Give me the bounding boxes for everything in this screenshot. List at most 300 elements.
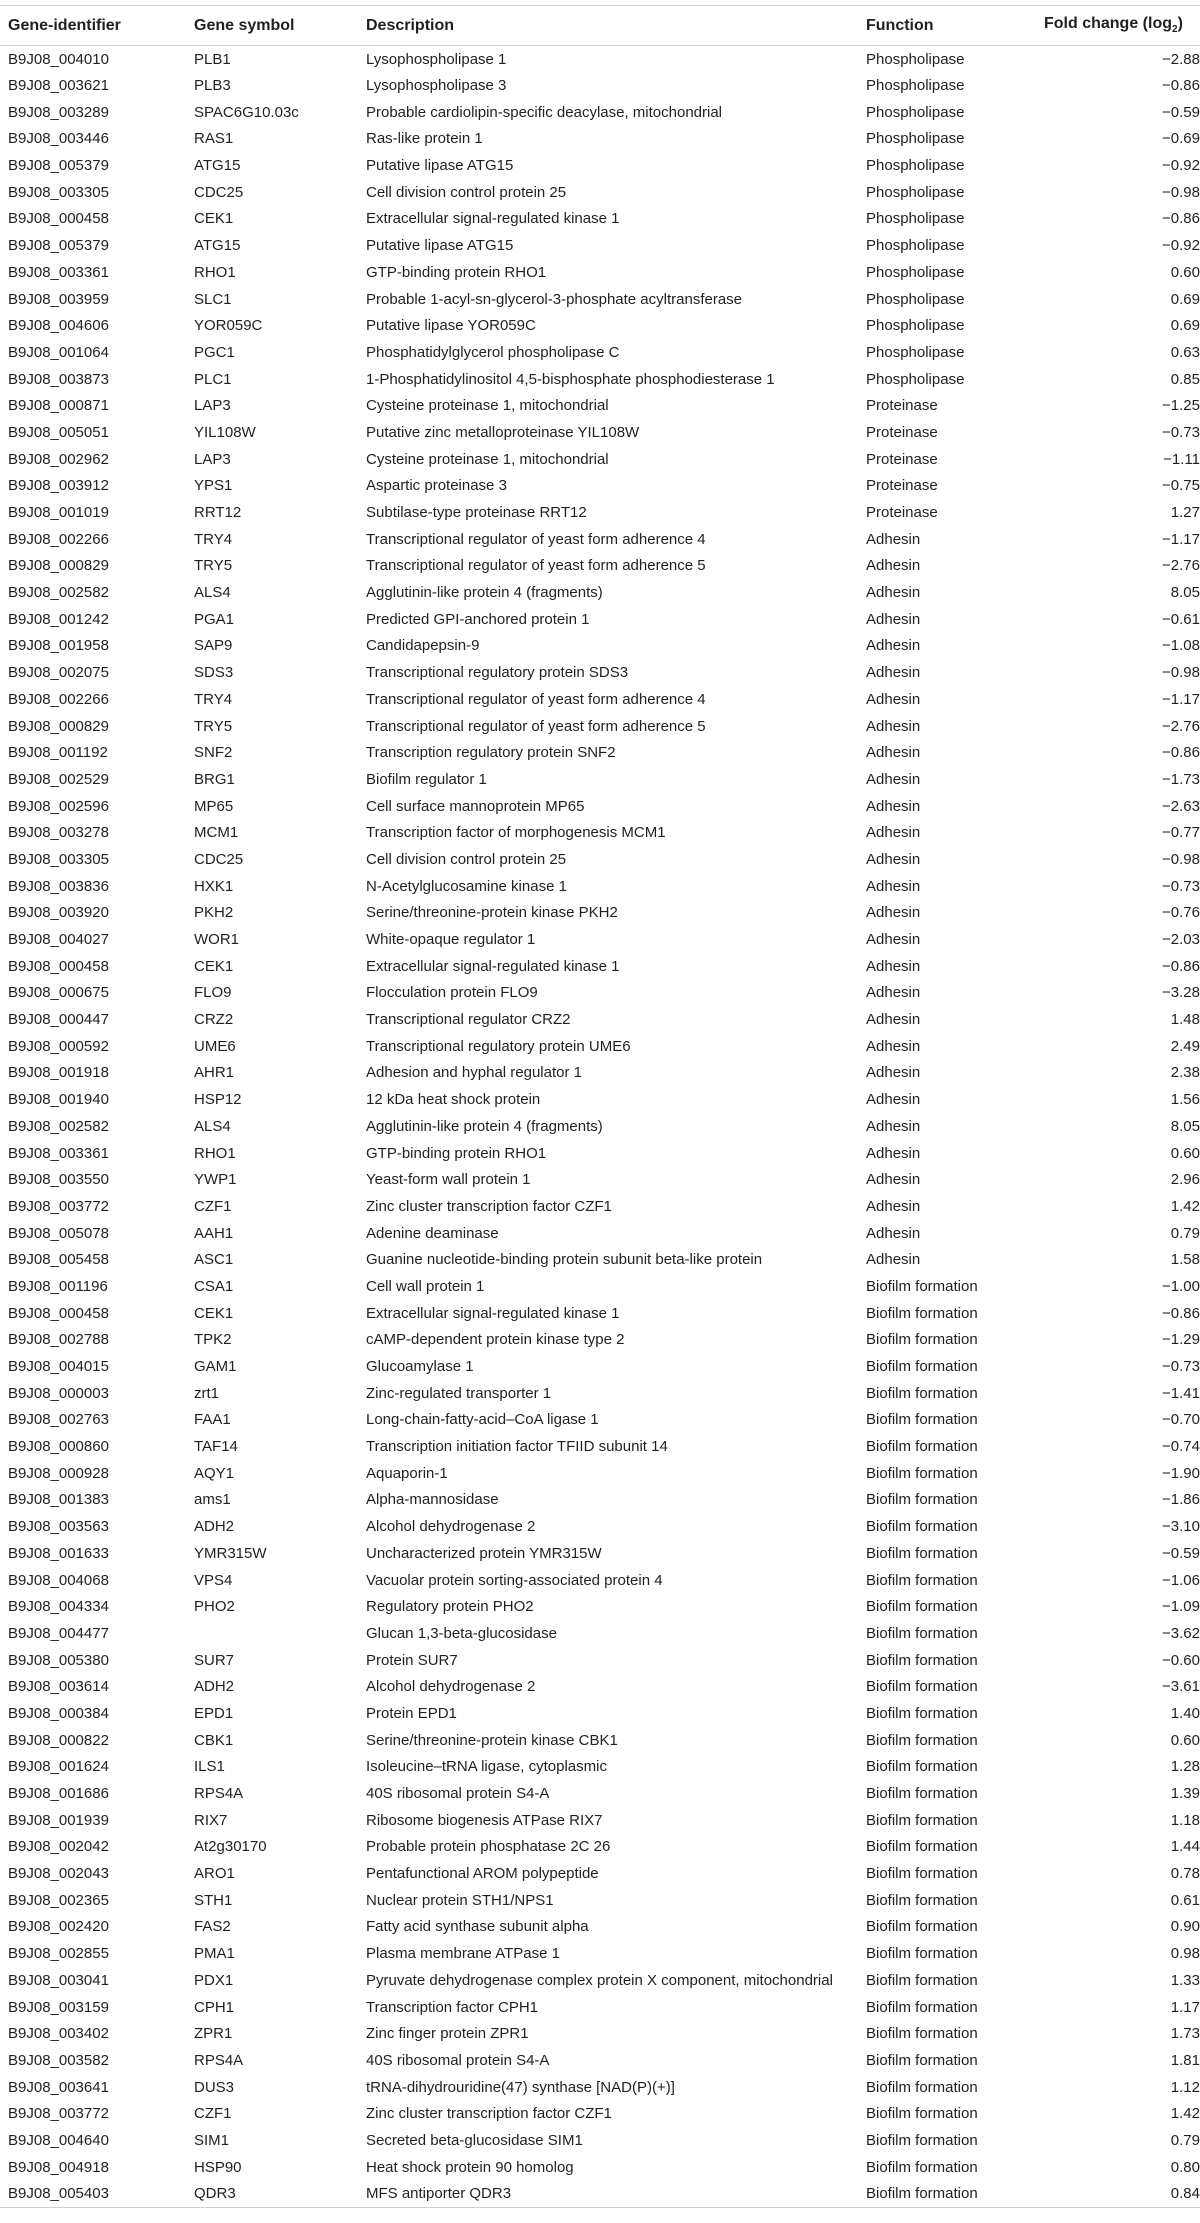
table-row [0,1407,1200,1434]
cell-gene-identifier: B9J08_001624 [8,1758,109,1776]
cell-function: Phospholipase [866,370,965,388]
table-row [0,1967,1200,1994]
cell-gene-symbol: FLO9 [194,984,232,1002]
cell-function: Biofilm formation [866,1277,978,1295]
cell-description: Extracellular signal-regulated kinase 1 [366,957,620,975]
cell-gene-identifier: B9J08_001940 [8,1091,109,1109]
cell-description: Pentafunctional AROM polypeptide [366,1865,599,1883]
cell-function: Biofilm formation [866,1411,978,1429]
table-row [0,1860,1200,1887]
cell-gene-symbol: zrt1 [194,1384,220,1402]
cell-fold-change: −1.17 [1162,530,1200,548]
cell-gene-symbol: RRT12 [194,504,242,522]
cell-function: Biofilm formation [866,1918,978,1936]
cell-fold-change: −0.61 [1162,610,1200,628]
cell-gene-symbol: CDC25 [194,850,244,868]
cell-gene-symbol: TAF14 [194,1438,238,1456]
cell-description: Yeast-form wall protein 1 [366,1171,531,1189]
cell-description: Glucan 1,3-beta-glucosidase [366,1624,557,1642]
cell-gene-symbol: CZF1 [194,2105,232,2123]
cell-fold-change: 1.39 [1170,1785,1200,1803]
cell-gene-symbol: RIX7 [194,1811,228,1829]
cell-function: Biofilm formation [866,2051,978,2069]
cell-description: Fatty acid synthase subunit alpha [366,1918,589,1936]
cell-gene-symbol: PLC1 [194,370,232,388]
header-function: Function [858,6,1036,46]
cell-fold-change: −0.86 [1162,1304,1200,1322]
cell-gene-identifier: B9J08_003446 [8,130,109,148]
table-row [0,1166,1200,1193]
cell-gene-symbol: SUR7 [194,1651,235,1669]
cell-function: Phospholipase [866,50,965,68]
cell-gene-symbol: MCM1 [194,824,239,842]
cell-function: Adhesin [866,877,921,895]
table-row [0,339,1200,366]
cell-description: Ras-like protein 1 [366,130,483,148]
cell-fold-change: 2.49 [1170,1037,1200,1055]
cell-gene-symbol: CSA1 [194,1277,234,1295]
table-header [0,6,1200,46]
cell-gene-identifier: B9J08_000928 [8,1464,109,1482]
cell-function: Adhesin [866,1064,921,1082]
gene-table [0,5,1200,2208]
table-row [0,1780,1200,1807]
cell-function: Phospholipase [866,157,965,175]
header-description: Description [358,6,858,46]
cell-description: 1-Phosphatidylinositol 4,5-bisphosphate phosphodiesterase 1 [366,370,775,388]
cell-description: 12 kDa heat shock protein [366,1091,541,1109]
cell-function: Proteinase [866,504,938,522]
cell-function: Adhesin [866,1091,921,1109]
cell-function: Biofilm formation [866,1571,978,1589]
cell-gene-symbol: RAS1 [194,130,234,148]
table-row [0,739,1200,766]
cell-function: Phospholipase [866,317,965,335]
cell-fold-change: −3.10 [1162,1518,1200,1536]
cell-description: Adenine deaminase [366,1224,499,1242]
cell-gene-identifier: B9J08_003772 [8,1197,109,1215]
cell-gene-identifier: B9J08_002075 [8,664,109,682]
cell-description: Long-chain-fatty-acid–CoA ligase 1 [366,1411,599,1429]
cell-gene-symbol: CBK1 [194,1731,234,1749]
cell-fold-change: 0.90 [1170,1918,1200,1936]
cell-fold-change: 0.78 [1170,1865,1200,1883]
cell-fold-change: 1.42 [1170,2105,1200,2123]
table-row [0,953,1200,980]
cell-gene-identifier: B9J08_001686 [8,1785,109,1803]
cell-fold-change: 0.69 [1170,317,1200,335]
cell-function: Adhesin [866,744,921,762]
cell-fold-change: 0.61 [1170,1891,1200,1909]
cell-gene-symbol: HSP12 [194,1091,242,1109]
cell-description: Phosphatidylglycerol phospholipase C [366,343,620,361]
cell-gene-symbol: ams1 [194,1491,231,1509]
cell-gene-identifier: B9J08_000458 [8,1304,109,1322]
cell-fold-change: −0.86 [1162,957,1200,975]
cell-function: Adhesin [866,1117,921,1135]
cell-description: 40S ribosomal protein S4-A [366,1785,550,1803]
table-row [0,1940,1200,1967]
cell-function: Adhesin [866,1144,921,1162]
table-row [0,1914,1200,1941]
cell-gene-identifier: B9J08_000829 [8,717,109,735]
cell-fold-change: −3.61 [1162,1678,1200,1696]
cell-description: Serine/threonine-protein kinase CBK1 [366,1731,618,1749]
cell-gene-identifier: B9J08_002582 [8,584,109,602]
cell-gene-symbol: CRZ2 [194,1011,234,1029]
cell-gene-symbol [186,1620,358,1647]
cell-description: Cell division control protein 25 [366,850,567,868]
table-row [0,366,1200,393]
cell-function: Biofilm formation [866,2078,978,2096]
table-row [0,1006,1200,1033]
cell-fold-change: 0.79 [1170,2131,1200,2149]
header-fold-change-label: Fold change (log [1044,15,1172,33]
cell-description: Putative lipase ATG15 [366,157,514,175]
cell-gene-identifier: B9J08_000592 [8,1037,109,1055]
cell-function: Biofilm formation [866,1331,978,1349]
cell-function: Biofilm formation [866,1678,978,1696]
cell-fold-change: −0.86 [1162,210,1200,228]
cell-gene-symbol: RPS4A [194,2051,244,2069]
table-row [0,1033,1200,1060]
cell-gene-identifier: B9J08_004918 [8,2158,109,2176]
table-row [0,1807,1200,1834]
cell-gene-symbol: ZPR1 [194,2025,233,2043]
cell-fold-change: 1.12 [1170,2078,1200,2096]
cell-description: Transcription regulatory protein SNF2 [366,744,616,762]
cell-gene-identifier: B9J08_004477 [8,1624,109,1642]
cell-gene-identifier: B9J08_003614 [8,1678,109,1696]
table-row [0,1086,1200,1113]
cell-gene-identifier: B9J08_002043 [8,1865,109,1883]
cell-description: Plasma membrane ATPase 1 [366,1945,560,1963]
table-row [0,312,1200,339]
cell-function: Proteinase [866,477,938,495]
cell-gene-identifier: B9J08_003836 [8,877,109,895]
table-row [0,1700,1200,1727]
cell-fold-change: 8.05 [1170,1117,1200,1135]
table-row [0,499,1200,526]
cell-function: Adhesin [866,610,921,628]
cell-gene-identifier: B9J08_001192 [8,744,108,762]
cell-function: Biofilm formation [866,1704,978,1722]
cell-function: Adhesin [866,904,921,922]
cell-fold-change: −0.69 [1162,130,1200,148]
cell-function: Biofilm formation [866,1865,978,1883]
cell-fold-change: 0.69 [1170,290,1200,308]
cell-fold-change: −0.75 [1162,477,1200,495]
header-fold-change-close: ) [1177,15,1183,33]
cell-description: Subtilase-type proteinase RRT12 [366,504,587,522]
cell-gene-symbol: PHO2 [194,1598,235,1616]
cell-description: Biofilm regulator 1 [366,770,487,788]
table-row [0,553,1200,580]
table-row [0,1994,1200,2021]
cell-gene-identifier: B9J08_004015 [8,1358,109,1376]
cell-gene-identifier: B9J08_000458 [8,210,109,228]
table-row [0,1727,1200,1754]
cell-gene-identifier: B9J08_003305 [8,850,109,868]
table-row [0,980,1200,1007]
table-row [0,2074,1200,2101]
cell-gene-symbol: SNF2 [194,744,233,762]
cell-description: Zinc cluster transcription factor CZF1 [366,1197,612,1215]
cell-description: Zinc-regulated transporter 1 [366,1384,552,1402]
cell-gene-identifier: B9J08_002763 [8,1411,109,1429]
cell-fold-change: −2.03 [1162,931,1200,949]
cell-gene-identifier: B9J08_003873 [8,370,109,388]
cell-fold-change: 2.96 [1170,1171,1200,1189]
cell-fold-change: −0.60 [1162,1651,1200,1669]
cell-fold-change: 1.56 [1170,1091,1200,1109]
cell-function: Biofilm formation [866,2105,978,2123]
cell-function: Phospholipase [866,237,965,255]
cell-description: Uncharacterized protein YMR315W [366,1544,602,1562]
header-fold-change [1036,6,1200,46]
cell-gene-symbol: GAM1 [194,1358,237,1376]
cell-description: Extracellular signal-regulated kinase 1 [366,1304,620,1322]
cell-function: Biofilm formation [866,1758,978,1776]
cell-gene-symbol: AAH1 [194,1224,234,1242]
cell-fold-change: 1.58 [1170,1251,1200,1269]
cell-fold-change: −2.76 [1162,717,1200,735]
cell-description: GTP-binding protein RHO1 [366,263,547,281]
cell-description: Zinc finger protein ZPR1 [366,2025,529,2043]
cell-gene-identifier: B9J08_003641 [8,2078,109,2096]
table-row [0,1433,1200,1460]
cell-description: Transcription initiation factor TFIID subunit 14 [366,1438,668,1456]
cell-gene-symbol: YWP1 [194,1171,237,1189]
cell-function: Adhesin [866,1251,921,1269]
cell-gene-identifier: B9J08_003361 [8,1144,109,1162]
cell-gene-symbol: PDX1 [194,1971,234,1989]
cell-fold-change: −0.86 [1162,744,1200,762]
cell-fold-change: −1.17 [1162,690,1200,708]
cell-fold-change: 0.84 [1036,2181,1200,2208]
cell-function: Adhesin [866,1011,921,1029]
cell-gene-symbol: BRG1 [194,770,235,788]
cell-gene-identifier: B9J08_000447 [8,1011,109,1029]
table-row [0,1754,1200,1781]
cell-gene-identifier: B9J08_003278 [8,824,109,842]
cell-gene-identifier: B9J08_003305 [8,183,109,201]
cell-gene-identifier: B9J08_001633 [8,1544,109,1562]
cell-function: Biofilm formation [866,1731,978,1749]
table-row [0,1647,1200,1674]
table-row [0,606,1200,633]
cell-fold-change: −0.92 [1162,237,1200,255]
cell-fold-change: 0.63 [1170,343,1200,361]
table-row [0,473,1200,500]
cell-gene-symbol: PGC1 [194,343,235,361]
cell-gene-identifier: B9J08_005078 [8,1224,109,1242]
cell-gene-identifier: B9J08_003621 [8,77,109,95]
cell-function: Biofilm formation [866,1304,978,1322]
cell-gene-identifier: B9J08_003041 [8,1971,109,1989]
cell-description: Cysteine proteinase 1, mitochondrial [366,450,609,468]
cell-gene-identifier: B9J08_002596 [8,797,109,815]
cell-description: Vacuolar protein sorting-associated protein 4 [366,1571,663,1589]
cell-function: Biofilm formation [866,1891,978,1909]
cell-gene-identifier: B9J08_005379 [8,237,109,255]
cell-gene-symbol: CDC25 [194,183,244,201]
cell-gene-symbol: CEK1 [194,957,234,975]
cell-gene-symbol: At2g30170 [194,1838,267,1856]
cell-description: Isoleucine–tRNA ligase, cytoplasmic [366,1758,607,1776]
table-row [0,526,1200,553]
header-fold-change-subscript: 2 [1172,24,1178,36]
cell-fold-change: −1.73 [1162,770,1200,788]
cell-fold-change: −0.59 [1162,1544,1200,1562]
table-row [0,2181,1200,2208]
table-row [0,926,1200,953]
cell-description: Transcriptional regulator of yeast form adherence 5 [366,557,706,575]
cell-function: Phospholipase [866,77,965,95]
table-row [0,126,1200,153]
cell-gene-symbol: SPAC6G10.03c [194,103,299,121]
cell-fold-change: −1.09 [1162,1598,1200,1616]
cell-description: White-opaque regulator 1 [366,931,536,949]
cell-gene-symbol: ATG15 [194,157,241,175]
cell-gene-symbol: ASC1 [194,1251,234,1269]
cell-description: Alcohol dehydrogenase 2 [366,1518,536,1536]
cell-function: Biofilm formation [866,2025,978,2043]
cell-gene-symbol: WOR1 [194,931,239,949]
cell-fold-change: 0.79 [1170,1224,1200,1242]
cell-description: 40S ribosomal protein S4-A [366,2051,550,2069]
table-row [0,1834,1200,1861]
cell-gene-symbol: TRY4 [194,690,233,708]
cell-description: Serine/threonine-protein kinase PKH2 [366,904,618,922]
cell-fold-change: −0.76 [1162,904,1200,922]
cell-gene-identifier: B9J08_002788 [8,1331,109,1349]
table-row [0,1060,1200,1087]
cell-fold-change: −0.59 [1162,103,1200,121]
cell-description: Transcription factor CPH1 [366,1998,539,2016]
cell-function: Biofilm formation [866,1811,978,1829]
cell-description: MFS antiporter QDR3 [358,2181,858,2208]
cell-fold-change: 0.80 [1170,2158,1200,2176]
cell-fold-change: 0.85 [1170,370,1200,388]
cell-description: Aquaporin-1 [366,1464,448,1482]
cell-gene-identifier: B9J08_003159 [8,1998,109,2016]
cell-fold-change: 1.81 [1170,2051,1200,2069]
cell-fold-change: −0.86 [1162,77,1200,95]
cell-description: Adhesion and hyphal regulator 1 [366,1064,582,1082]
cell-function: Adhesin [866,1171,921,1189]
cell-fold-change: −0.73 [1162,1358,1200,1376]
table-row [0,793,1200,820]
cell-fold-change: −0.98 [1162,850,1200,868]
cell-function: Adhesin [866,1197,921,1215]
cell-function: Biofilm formation [866,1838,978,1856]
table-row [0,2154,1200,2181]
cell-function: Adhesin [866,637,921,655]
cell-gene-symbol: SDS3 [194,664,234,682]
cell-gene-symbol: ARO1 [194,1865,235,1883]
table-row [0,1673,1200,1700]
table-row [0,1460,1200,1487]
table-row [0,2020,1200,2047]
cell-function: Adhesin [866,957,921,975]
cell-function: Adhesin [866,717,921,735]
cell-description: Probable protein phosphatase 2C 26 [366,1838,611,1856]
table-row [0,873,1200,900]
cell-fold-change: −0.77 [1162,824,1200,842]
cell-gene-symbol: LAP3 [194,450,231,468]
cell-function: Biofilm formation [866,2131,978,2149]
cell-gene-symbol: HXK1 [194,877,234,895]
table-row [0,72,1200,99]
cell-fold-change: −0.74 [1162,1438,1200,1456]
cell-gene-identifier: B9J08_001064 [8,343,109,361]
table-row [0,232,1200,259]
cell-description: Transcriptional regulator CRZ2 [366,1011,571,1029]
cell-description: Flocculation protein FLO9 [366,984,538,1002]
cell-gene-symbol: AQY1 [194,1464,235,1482]
table-row [0,1140,1200,1167]
table-row [0,713,1200,740]
cell-description: Cell wall protein 1 [366,1277,485,1295]
cell-gene-identifier: B9J08_004010 [8,50,109,68]
cell-fold-change: −1.08 [1162,637,1200,655]
cell-function: Adhesin [866,824,921,842]
cell-fold-change: 2.38 [1170,1064,1200,1082]
cell-gene-identifier: B9J08_003402 [8,2025,109,2043]
cell-function: Adhesin [866,931,921,949]
cell-function: Biofilm formation [866,1998,978,2016]
table-row [0,1513,1200,1540]
cell-function: Adhesin [866,1224,921,1242]
cell-fold-change: −0.70 [1162,1411,1200,1429]
cell-gene-symbol: PGA1 [194,610,235,628]
cell-fold-change: 1.48 [1170,1011,1200,1029]
cell-function: Phospholipase [866,183,965,201]
cell-description: Protein EPD1 [366,1704,457,1722]
cell-gene-identifier: B9J08_002365 [8,1891,109,1909]
table-row [0,579,1200,606]
cell-description: Heat shock protein 90 homolog [366,2158,574,2176]
cell-gene-identifier: B9J08_004068 [8,1571,109,1589]
cell-gene-identifier: B9J08_001939 [8,1811,109,1829]
cell-fold-change: 1.18 [1170,1811,1200,1829]
cell-description: Pyruvate dehydrogenase complex protein X component, mitochondrial [366,1971,833,1989]
cell-gene-symbol: PKH2 [194,904,234,922]
cell-fold-change: −0.98 [1162,664,1200,682]
cell-description: Cell surface mannoprotein MP65 [366,797,585,815]
cell-gene-identifier: B9J08_005403 [0,2181,186,2208]
cell-fold-change: −2.63 [1162,797,1200,815]
cell-gene-identifier: B9J08_005458 [8,1251,109,1269]
table-row [0,1353,1200,1380]
cell-description: Ribosome biogenesis ATPase RIX7 [366,1811,603,1829]
cell-description: Transcriptional regulator of yeast form adherence 4 [366,530,706,548]
cell-description: Putative lipase ATG15 [366,237,514,255]
cell-fold-change: −1.86 [1162,1491,1200,1509]
cell-gene-identifier: B9J08_002266 [8,690,109,708]
cell-gene-identifier: B9J08_000860 [8,1438,109,1456]
cell-gene-symbol: RHO1 [194,1144,236,1162]
cell-fold-change: 1.17 [1170,1998,1200,2016]
cell-description: Alpha-mannosidase [366,1491,499,1509]
cell-gene-identifier: B9J08_002855 [8,1945,109,1963]
cell-gene-identifier: B9J08_000675 [8,984,109,1002]
cell-gene-identifier: B9J08_003563 [8,1518,109,1536]
cell-gene-identifier: B9J08_004606 [8,317,109,335]
cell-gene-identifier: B9J08_002962 [8,450,109,468]
cell-fold-change: 1.44 [1170,1838,1200,1856]
